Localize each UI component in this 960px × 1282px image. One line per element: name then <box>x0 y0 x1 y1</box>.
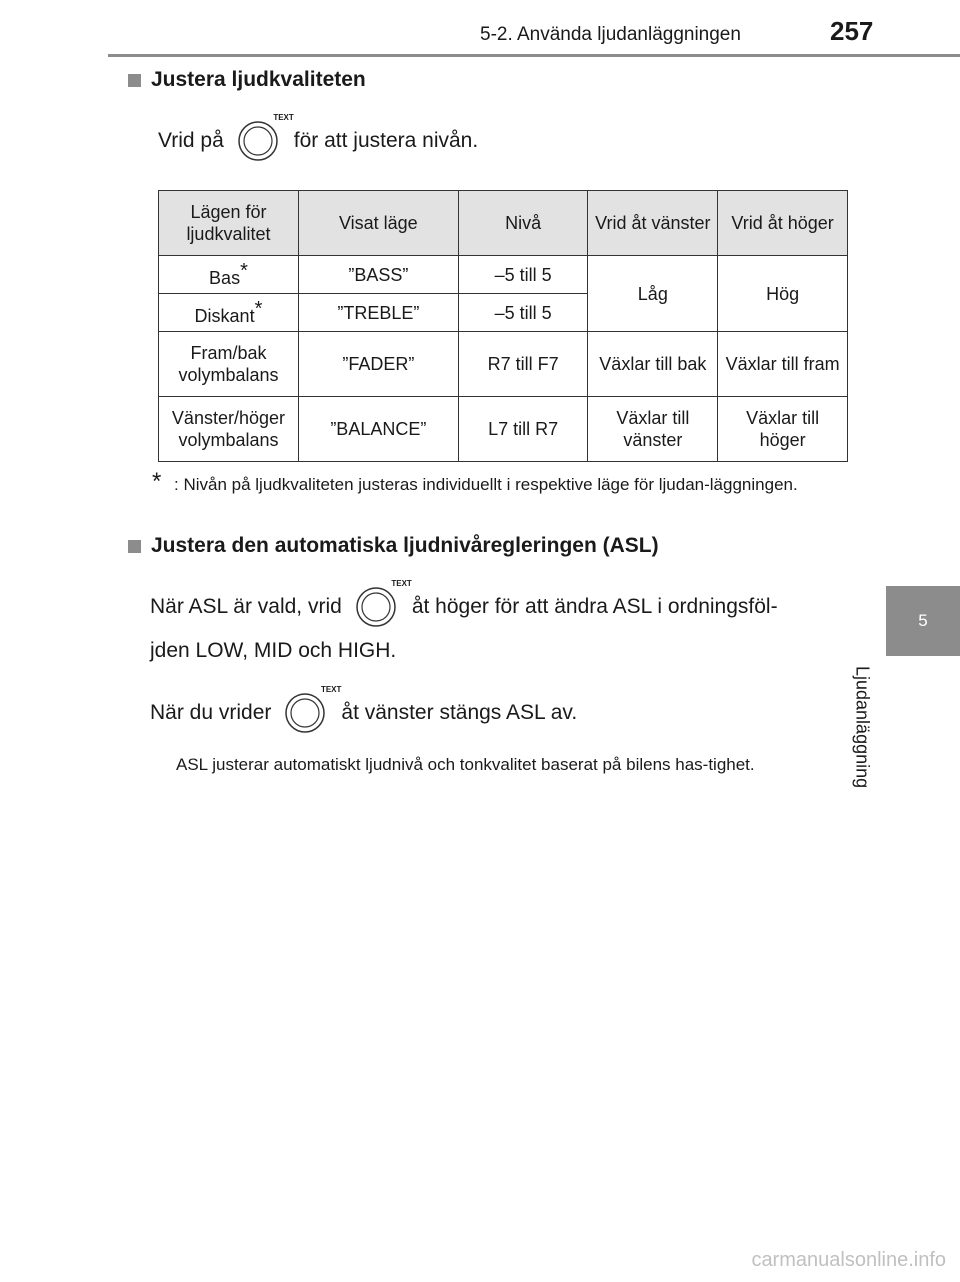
table-row <box>159 397 848 462</box>
page-number: 257 <box>830 16 874 46</box>
table-cell-left: Växlar till bak <box>588 332 718 397</box>
table-row <box>159 332 848 397</box>
table-cell-level: –5 till 5 <box>458 256 588 294</box>
footnote-mark: * <box>240 260 248 282</box>
instruction-text-before: Vrid på <box>158 129 224 152</box>
chapter-title: Ljudanläggning <box>852 666 873 789</box>
header-section-title: 5-2. Använda ljudanläggningen <box>480 24 741 45</box>
asl-text-after: åt höger för att ändra ASL i ordningsföl- <box>411 595 778 618</box>
table-cell-right: Hög <box>718 256 848 332</box>
chapter-title-vertical <box>852 666 939 826</box>
column-header: Lägen för ljudkvalitet <box>159 191 299 256</box>
asl-text-after: åt vänster stängs ASL av. <box>341 701 578 724</box>
asl-text-before: När ASL är vald, vrid <box>150 595 342 618</box>
section-heading-sound-quality <box>128 68 366 92</box>
instruction-line <box>158 113 479 164</box>
column-header: Visat läge <box>298 191 458 256</box>
table-cell-display: ”FADER” <box>298 332 458 397</box>
asl-instruction-line-2 <box>150 636 396 666</box>
square-bullet-icon <box>128 74 141 87</box>
table-cell-mode: Fram/bak volymbalans <box>159 332 299 397</box>
asl-text-before: När du vrider <box>150 701 272 724</box>
section-heading-text: Justera den automatiska ljudnivåregleringen (ASL) <box>151 534 659 557</box>
tune-knob-icon <box>354 579 412 629</box>
table-cell-right: Växlar till fram <box>718 332 848 397</box>
knob-text-label: TEXT <box>391 579 412 588</box>
table-cell-mode: Bas* <box>159 256 299 294</box>
column-header: Vrid åt höger <box>718 191 848 256</box>
watermark: carmanualsonline.info <box>751 1249 946 1271</box>
section-heading-text: Justera ljudkvaliteten <box>151 68 366 91</box>
chapter-number: 5 <box>918 611 928 630</box>
table-cell-level: L7 till R7 <box>458 397 588 462</box>
footnote <box>152 468 852 497</box>
instruction-text-after: för att justera nivån. <box>293 129 479 152</box>
table-cell-mode: Diskant* <box>159 294 299 332</box>
chapter-tab <box>886 586 960 656</box>
footnote-mark: * <box>254 298 263 320</box>
table-header-row <box>159 191 848 256</box>
section-heading-asl <box>128 534 659 558</box>
sound-quality-table <box>158 190 848 462</box>
footnote-mark: * <box>152 468 162 495</box>
table-cell-left: Låg <box>588 256 718 332</box>
table-cell-mode: Vänster/höger volymbalans <box>159 397 299 462</box>
tune-knob-icon <box>236 113 294 163</box>
table-cell-display: ”TREBLE” <box>298 294 458 332</box>
asl-text-line-2: jden LOW, MID och HIGH. <box>150 639 397 662</box>
tune-knob-icon <box>283 685 342 735</box>
asl-instruction-line-3 <box>150 685 578 736</box>
table-row <box>159 256 848 294</box>
knob-text-label: TEXT <box>320 685 342 694</box>
table-cell-left: Växlar till vänster <box>588 397 718 462</box>
table-cell-display: ”BALANCE” <box>298 397 458 462</box>
knob-text-label: TEXT <box>273 113 294 122</box>
asl-instruction-line-1 <box>150 579 778 630</box>
table-cell-level: –5 till 5 <box>458 294 588 332</box>
header-divider <box>108 54 960 57</box>
footnote-text: : Nivån på ljudkvaliteten justeras individuellt i respektive läge för ljudan-läggningen. <box>174 475 798 494</box>
asl-note: ASL justerar automatiskt ljudnivå och tonkvalitet baserat på bilens has-tighet. <box>176 755 755 774</box>
column-header: Vrid åt vänster <box>588 191 718 256</box>
table-cell-display: ”BASS” <box>298 256 458 294</box>
table-cell-level: R7 till F7 <box>458 332 588 397</box>
table-cell-right: Växlar till höger <box>718 397 848 462</box>
column-header: Nivå <box>458 191 588 256</box>
square-bullet-icon <box>128 540 141 553</box>
